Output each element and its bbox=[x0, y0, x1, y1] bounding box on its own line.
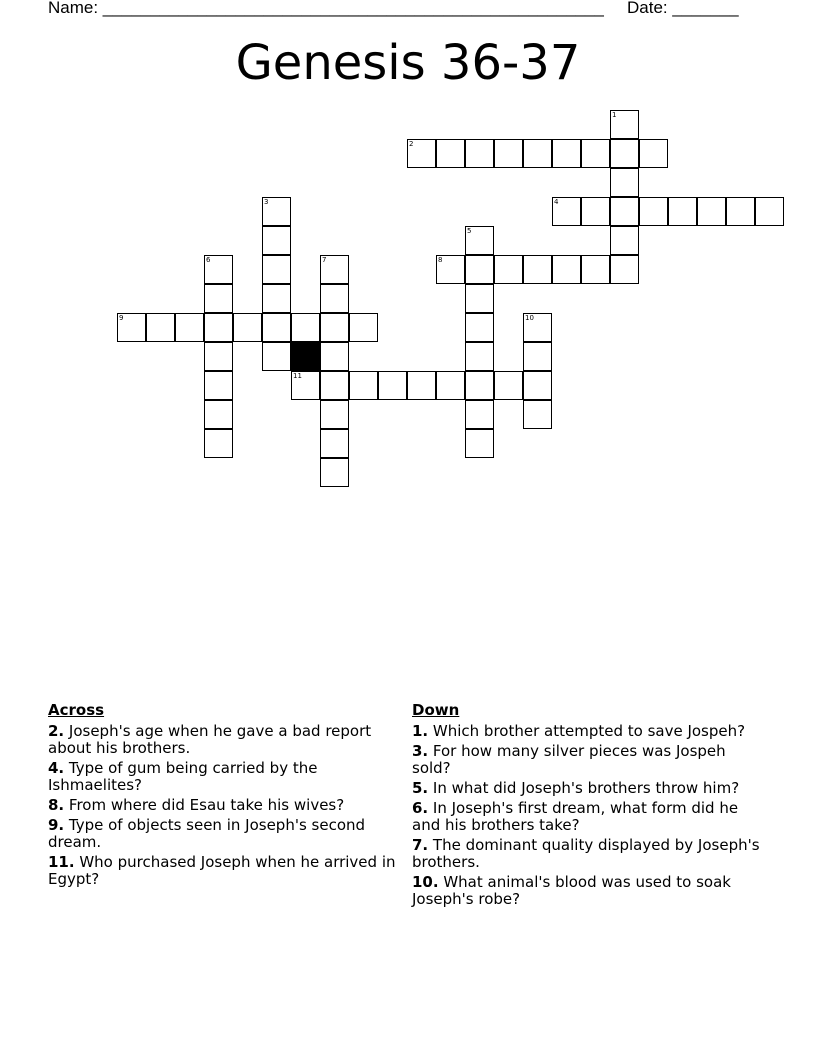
grid-cell[interactable] bbox=[610, 110, 639, 139]
grid-cell[interactable] bbox=[436, 371, 465, 400]
grid-cell[interactable] bbox=[175, 313, 204, 342]
clue-number: 10. bbox=[412, 873, 439, 891]
across-clue bbox=[48, 797, 400, 814]
grid-cell[interactable] bbox=[117, 313, 146, 342]
cell-number: 2 bbox=[409, 140, 414, 148]
grid-cell[interactable] bbox=[494, 139, 523, 168]
grid-cell[interactable] bbox=[262, 313, 291, 342]
grid-cell[interactable] bbox=[436, 255, 465, 284]
grid-cell[interactable] bbox=[465, 400, 494, 429]
grid-cell[interactable] bbox=[610, 168, 639, 197]
cell-number: 9 bbox=[119, 314, 124, 322]
cell-number: 8 bbox=[438, 256, 443, 264]
grid-cell[interactable] bbox=[407, 371, 436, 400]
name-line[interactable]: Name: _____________________________________________________ bbox=[48, 0, 604, 17]
cell-number: 6 bbox=[206, 256, 211, 264]
grid-cell[interactable] bbox=[494, 371, 523, 400]
grid-cell[interactable] bbox=[320, 458, 349, 487]
clue-number: 3. bbox=[412, 742, 429, 760]
grid-cell[interactable] bbox=[320, 313, 349, 342]
clue-number: 2. bbox=[48, 722, 65, 740]
across-list bbox=[48, 723, 400, 888]
across-clues bbox=[48, 702, 400, 891]
grid-cell[interactable] bbox=[552, 255, 581, 284]
clue-text: The dominant quality displayed by Joseph's brothers. bbox=[412, 836, 760, 871]
grid-cell[interactable] bbox=[349, 313, 378, 342]
grid-cell[interactable] bbox=[523, 313, 552, 342]
across-clue bbox=[48, 854, 400, 888]
grid-cell[interactable] bbox=[465, 284, 494, 313]
grid-cell[interactable] bbox=[523, 400, 552, 429]
black-cell bbox=[291, 342, 320, 371]
grid-cell[interactable] bbox=[552, 139, 581, 168]
grid-cell[interactable] bbox=[436, 139, 465, 168]
grid-cell[interactable] bbox=[465, 429, 494, 458]
cell-number: 3 bbox=[264, 198, 269, 206]
grid-cell[interactable] bbox=[610, 197, 639, 226]
grid-cell[interactable] bbox=[465, 226, 494, 255]
grid-cell[interactable] bbox=[465, 139, 494, 168]
clue-text: What animal's blood was used to soak Joseph's robe? bbox=[412, 873, 731, 908]
grid-cell[interactable] bbox=[320, 429, 349, 458]
grid-cell[interactable] bbox=[639, 197, 668, 226]
grid-cell[interactable] bbox=[610, 139, 639, 168]
grid-cell[interactable] bbox=[262, 255, 291, 284]
grid-cell[interactable] bbox=[204, 400, 233, 429]
grid-cell[interactable] bbox=[262, 226, 291, 255]
clue-text: Type of gum being carried by the Ishmaelites? bbox=[48, 759, 318, 794]
grid-cell[interactable] bbox=[581, 197, 610, 226]
grid-cell[interactable] bbox=[465, 371, 494, 400]
grid-cell[interactable] bbox=[552, 197, 581, 226]
grid-cell[interactable] bbox=[291, 313, 320, 342]
across-clue bbox=[48, 760, 400, 794]
clue-text: For how many silver pieces was Jospeh sold? bbox=[412, 742, 726, 777]
clue-text: Which brother attempted to save Jospeh? bbox=[428, 722, 746, 740]
grid-cell[interactable] bbox=[349, 371, 378, 400]
grid-cell[interactable] bbox=[465, 342, 494, 371]
clue-number: 11. bbox=[48, 853, 75, 871]
clue-text: From where did Esau take his wives? bbox=[64, 796, 345, 814]
grid-cell[interactable] bbox=[494, 255, 523, 284]
grid-cell[interactable] bbox=[320, 371, 349, 400]
down-clue bbox=[412, 800, 764, 834]
grid-cell[interactable] bbox=[581, 139, 610, 168]
down-clue bbox=[412, 723, 764, 740]
across-clue bbox=[48, 817, 400, 851]
cell-number: 11 bbox=[293, 372, 302, 380]
grid-cell[interactable] bbox=[262, 197, 291, 226]
page-title: Genesis 36-37 bbox=[235, 35, 581, 91]
grid-cell[interactable] bbox=[523, 255, 552, 284]
grid-cell[interactable] bbox=[204, 313, 233, 342]
grid-cell[interactable] bbox=[639, 139, 668, 168]
grid-cell[interactable] bbox=[204, 284, 233, 313]
down-clue bbox=[412, 874, 764, 908]
clue-text: In what did Joseph's brothers throw him? bbox=[428, 779, 740, 797]
grid-cell[interactable] bbox=[668, 197, 697, 226]
grid-cell[interactable] bbox=[407, 139, 436, 168]
grid-cell[interactable] bbox=[697, 197, 726, 226]
grid-cell[interactable] bbox=[320, 284, 349, 313]
clue-text: Type of objects seen in Joseph's second dream. bbox=[48, 816, 366, 851]
date-line[interactable]: Date: _______ bbox=[627, 0, 739, 17]
grid-cell[interactable] bbox=[146, 313, 175, 342]
clue-number: 4. bbox=[48, 759, 65, 777]
cell-number: 5 bbox=[467, 227, 472, 235]
grid-cell[interactable] bbox=[233, 313, 262, 342]
clue-number: 8. bbox=[48, 796, 65, 814]
grid-cell[interactable] bbox=[320, 342, 349, 371]
down-list bbox=[412, 723, 764, 908]
cell-number: 10 bbox=[525, 314, 534, 322]
grid-cell[interactable] bbox=[262, 342, 291, 371]
down-clue bbox=[412, 780, 764, 797]
grid-cell[interactable] bbox=[291, 371, 320, 400]
grid-cell[interactable] bbox=[262, 284, 291, 313]
grid-cell[interactable] bbox=[320, 400, 349, 429]
grid-cell[interactable] bbox=[523, 371, 552, 400]
grid-cell[interactable] bbox=[610, 226, 639, 255]
clue-text: Joseph's age when he gave a bad report about his brothers. bbox=[48, 722, 372, 757]
grid-cell[interactable] bbox=[204, 371, 233, 400]
across-heading: Across bbox=[48, 701, 105, 719]
grid-cell[interactable] bbox=[204, 342, 233, 371]
down-clues bbox=[412, 702, 764, 911]
grid-cell[interactable] bbox=[726, 197, 755, 226]
grid-cell[interactable] bbox=[610, 255, 639, 284]
across-clue bbox=[48, 723, 400, 757]
grid-cell[interactable] bbox=[204, 429, 233, 458]
grid-cell[interactable] bbox=[755, 197, 784, 226]
grid-cell[interactable] bbox=[523, 342, 552, 371]
grid-cell[interactable] bbox=[204, 255, 233, 284]
crossword-grid bbox=[0, 0, 816, 500]
clue-number: 7. bbox=[412, 836, 429, 854]
clue-number: 1. bbox=[412, 722, 429, 740]
grid-cell[interactable] bbox=[378, 371, 407, 400]
down-clue bbox=[412, 837, 764, 871]
grid-cell[interactable] bbox=[523, 139, 552, 168]
clue-number: 5. bbox=[412, 779, 429, 797]
clue-number: 6. bbox=[412, 799, 429, 817]
down-clue bbox=[412, 743, 764, 777]
grid-cell[interactable] bbox=[581, 255, 610, 284]
cell-number: 7 bbox=[322, 256, 327, 264]
clue-text: Who purchased Joseph when he arrived in Egypt? bbox=[48, 853, 396, 888]
grid-cell[interactable] bbox=[465, 255, 494, 284]
down-heading: Down bbox=[412, 701, 460, 719]
cell-number: 1 bbox=[612, 111, 617, 119]
cell-number: 4 bbox=[554, 198, 559, 206]
grid-cell[interactable] bbox=[320, 255, 349, 284]
clue-text: In Joseph's first dream, what form did he and his brothers take? bbox=[412, 799, 739, 834]
grid-cell[interactable] bbox=[465, 313, 494, 342]
clue-number: 9. bbox=[48, 816, 65, 834]
